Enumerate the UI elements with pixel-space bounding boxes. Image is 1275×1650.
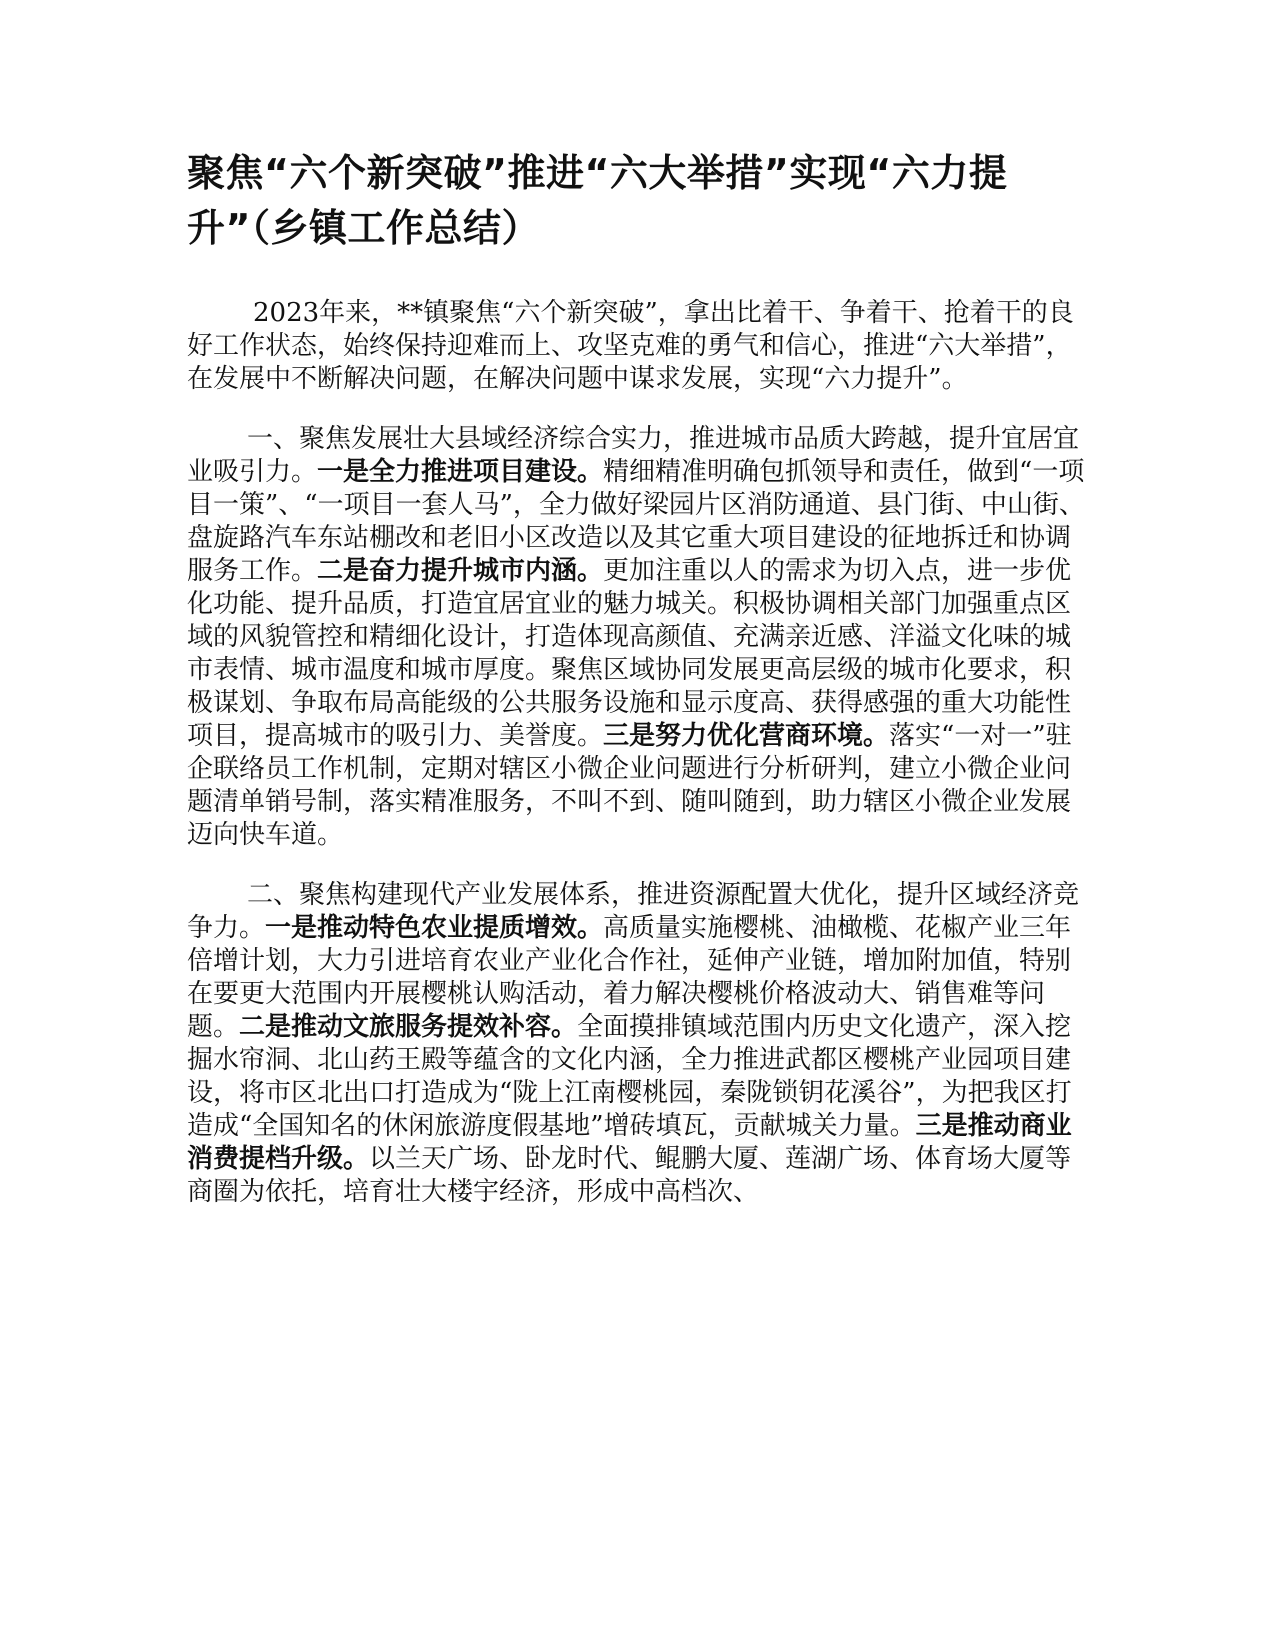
section-1-text-3: 落实“一对一”驻企联络员工作机制，定期对辖区小微企业问题进行分析研判，建立小微企业问题清单销号制，落实精准服务，不叫不到、随叫随到，助力辖区小微企业发展迈向快车道。 <box>187 721 1072 850</box>
section-1-text-1: 精细精准明确包抓领导和责任，做到“一项目一策”、“一项目一套人马”，全力做好梁园片区消防通道、县门街、中山街、盘旋路汽车东站棚改和老旧小区改造以及其它重大项目建设的征地拆迁和协调服务工作。 <box>187 457 1085 586</box>
intro-paragraph: 2023年来，**镇聚焦“六个新突破”，拿出比着干、争着干、抢着干的良好工作状态，始终保持迎难而上、攻坚克难的勇气和信心，推进“六大举措”，在发展中不断解决问题，在解决问题中谋求发展，实现“六力提升”。 <box>187 298 1074 394</box>
document-title: 聚焦“六个新突破”推进“六大举措”实现“六力提升”（乡镇工作总结） <box>187 151 1008 250</box>
section-2-lead-2: 二是推动文旅服务提效补容。 <box>239 1012 578 1042</box>
section-2-paragraph <box>187 879 1087 1209</box>
section-1-lead-1: 一是全力推进项目建设。 <box>317 457 604 487</box>
section-2-lead-1: 一是推动特色农业提质增效。 <box>265 913 604 943</box>
section-1-text-2: 更加注重以人的需求为切入点，进一步优化功能、提升品质，打造宜居宜业的魅力城关。积极协调相关部门加强重点区域的风貌管控和精细化设计，打造体现高颜值、充满亲近感、洋溢文化味的城市表情、城市温度和城市厚度。聚焦区域协同发展更高层级的城市化要求，积极谋划、争取布局高能级的公共服务设施和显示度高、获得感强的重大功能性项目，提高城市的吸引力、美誉度。 <box>187 556 1072 751</box>
section-1-paragraph <box>187 423 1087 852</box>
section-2-text-1: 高质量实施樱桃、油橄榄、花椒产业三年倍增计划，大力引进培育农业产业化合作社，延伸产业链，增加附加值，特别在要更大范围内开展樱桃认购活动，着力解决樱桃价格波动大、销售难等问题。 <box>187 913 1072 1042</box>
section-1-lead-3: 三是努力优化营商环境。 <box>603 721 890 751</box>
section-2-heading: 二、聚焦构建现代产业发展体系，推进资源配置大优化，提升区域经济竞争力。 <box>187 880 1080 943</box>
document-page <box>187 146 1087 1236</box>
section-1-heading: 一、聚焦发展壮大县域经济综合实力，推进城市品质大跨越，提升宜居宜业吸引力。 <box>187 424 1080 487</box>
section-1-lead-2: 二是奋力提升城市内涵。 <box>317 556 604 586</box>
section-2-text-2: 全面摸排镇域范围内历史文化遗产，深入挖掘水帘洞、北山药王殿等蕴含的文化内涵，全力推进武都区樱桃产业园项目建设，将市区北出口打造成为“陇上江南樱桃园，秦陇锁钥花溪谷”，为把我区打造成“全国知名的休闲旅游度假基地”增砖填瓦，贡献城关力量。 <box>187 1012 1072 1141</box>
section-2-lead-3: 三是推动商业消费提档升级。 <box>187 1111 1072 1174</box>
section-2-text-3: 以兰天广场、卧龙时代、鲲鹏大厦、莲湖广场、体育场大厦等商圈为依托，培育壮大楼宇经济，形成中高档次、 <box>187 1144 1072 1207</box>
